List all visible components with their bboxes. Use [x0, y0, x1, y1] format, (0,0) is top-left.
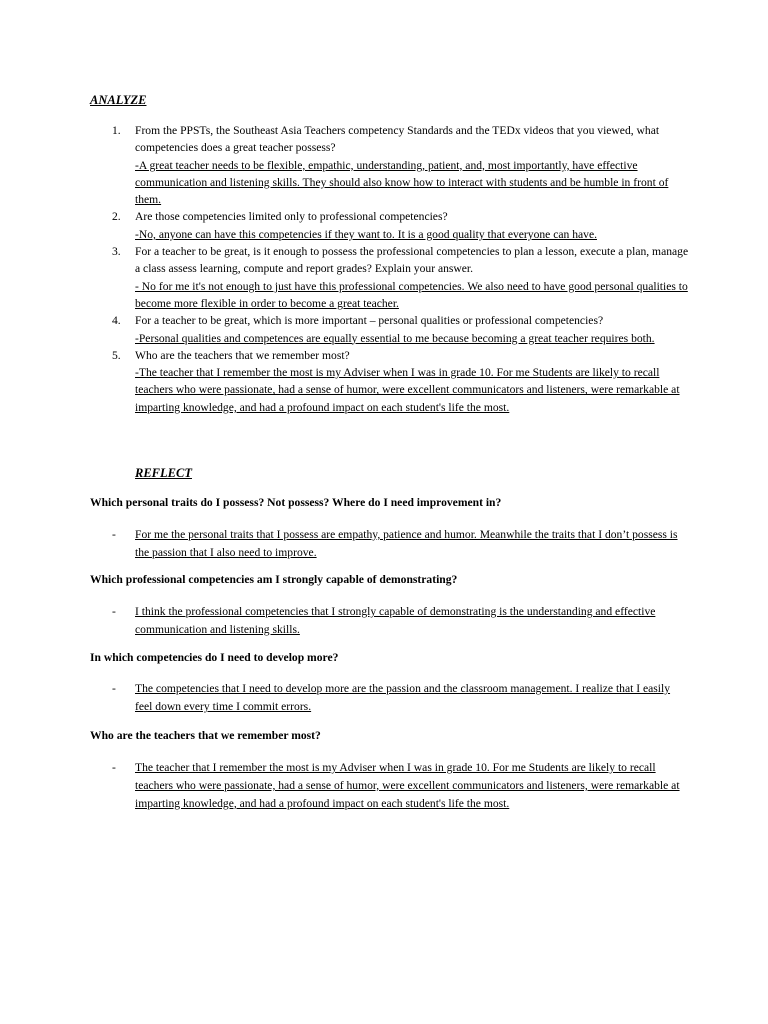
item-question: Are those competencies limited only to professional competencies? — [135, 210, 448, 224]
reflect-answer — [90, 603, 690, 639]
item-answer: -No, anyone can have this competencies if they want to. It is a good quality that everyone can have. — [135, 227, 597, 241]
answer-text: For me the personal traits that I possess are empathy, patience and humor. Meanwhile the traits that I don’t possess is the passion that I also need to improve. — [135, 528, 678, 559]
item-question: For a teacher to be great, is it enough to possess the professional competencies to plan a lesson, execute a plan, manage a class assess learning, compute and report grades? Explain your answer. — [135, 245, 689, 276]
answer-text: The teacher that I remember the most is my Adviser when I was in grade 10. For me Students are likely to recall teachers who were passionate, had a sense of humor, were excellent communicators and listeners, were remarkable at imparting knowledge, and had a profound impact on each student's life the most. — [135, 761, 680, 810]
list-item — [90, 312, 690, 347]
answer-text: The competencies that I need to develop more are the passion and the classroom management. I realize that I easily feel down every time I commit errors. — [135, 682, 671, 713]
dash-marker: - — [112, 528, 116, 541]
item-question: From the PPSTs, the Southeast Asia Teachers competency Standards and the TEDx videos that you viewed, what competencies does a great teacher possess? — [135, 124, 660, 155]
reflect-heading: REFLECT — [135, 466, 192, 480]
item-answer: -The teacher that I remember the most is my Adviser when I was in grade 10. For me Students are likely to recall teachers who were passionate, had a sense of humor, were excellent communicators and listeners, were remarkable at imparting knowledge, and had a profound impact on each student's life the most. — [135, 366, 680, 414]
item-question: For a teacher to be great, which is more important – personal qualities or professional competencies? — [135, 314, 604, 328]
list-item — [90, 122, 690, 208]
item-answer: - No for me it's not enough to just have this professional competencies. We also need to have good personal qualities to become more flexible in order to become a great teacher. — [135, 279, 688, 310]
answer-text: I think the professional competencies that I strongly capable of demonstrating is the understanding and effective communication and listening skills. — [135, 605, 656, 636]
item-answer: -A great teacher needs to be flexible, empathic, understanding, patient, and, most importantly, have effective communication and listening skills. They should also know how to interact with students and be humble in front of them. — [135, 158, 669, 207]
item-question: Who are the teachers that we remember most? — [135, 348, 350, 362]
item-number: 5. — [112, 348, 121, 362]
reflect-answer — [90, 759, 690, 812]
reflect-answer — [90, 526, 690, 562]
dash-marker: - — [112, 682, 116, 695]
analyze-list — [90, 122, 690, 416]
dash-marker: - — [112, 605, 116, 618]
analyze-heading: ANALYZE — [90, 93, 147, 107]
item-answer: -Personal qualities and competences are equally essential to me because becoming a great teacher requires both. — [135, 331, 655, 345]
reflect-question: Who are the teachers that we remember most? — [90, 729, 321, 742]
reflect-answer — [90, 680, 690, 716]
dash-marker: - — [112, 761, 116, 774]
list-item — [90, 347, 690, 416]
list-item — [90, 208, 690, 243]
reflect-question: In which competencies do I need to develop more? — [90, 651, 339, 664]
item-number: 2. — [112, 210, 121, 224]
item-number: 4. — [112, 314, 121, 328]
item-number: 1. — [112, 124, 121, 137]
reflect-question: Which personal traits do I possess? Not possess? Where do I need improvement in? — [90, 496, 502, 509]
reflect-question: Which professional competencies am I strongly capable of demonstrating? — [90, 573, 458, 586]
list-item — [90, 243, 690, 312]
item-number: 3. — [112, 245, 121, 259]
